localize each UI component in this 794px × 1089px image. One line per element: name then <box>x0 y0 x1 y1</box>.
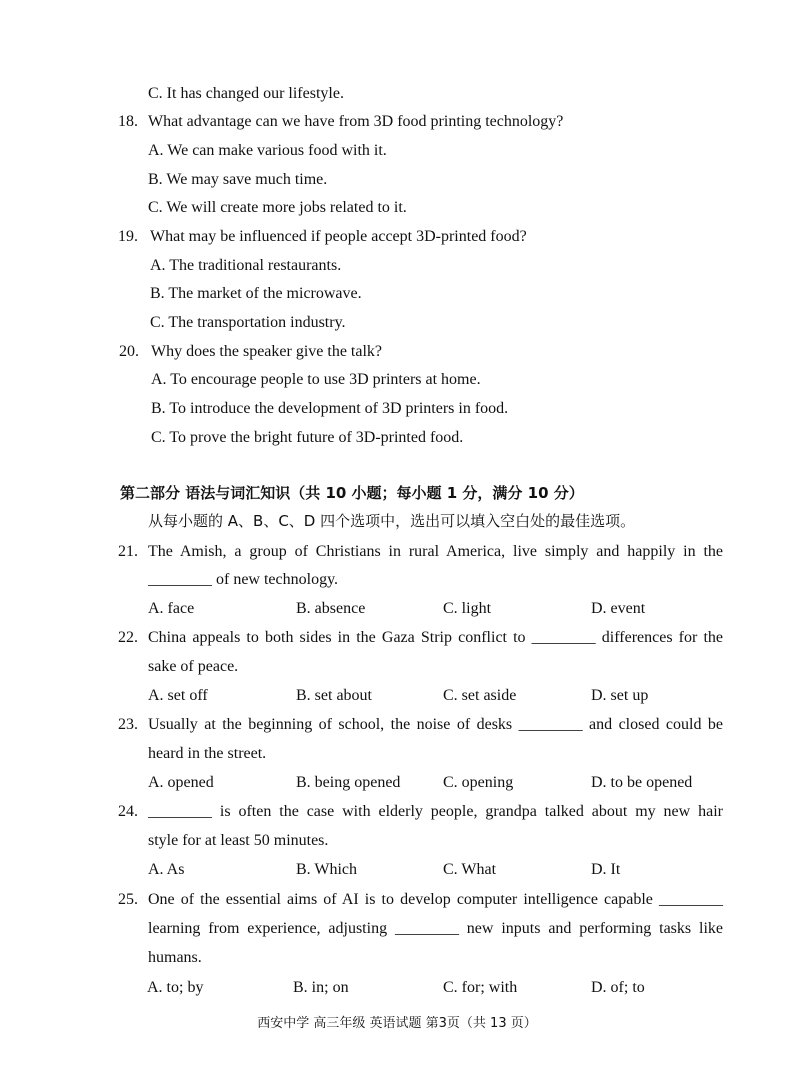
q21-stem-line2: ________ of new technology. <box>148 571 339 588</box>
q25-option-b: B. in; on <box>293 979 349 996</box>
q19-option-c: C. The transportation industry. <box>150 314 346 331</box>
q20-stem: Why does the speaker give the talk? <box>151 343 383 360</box>
q19-option-a: A. The traditional restaurants. <box>150 257 342 274</box>
q19-stem: What may be influenced if people accept 3D-printed food? <box>150 228 527 245</box>
q24-stem-line1: ________ is often the case with elderly people, grandpa talked about my new hair <box>148 803 723 820</box>
q20-number: 20. <box>119 343 139 360</box>
q25-stem-line3: humans. <box>148 949 202 966</box>
q20-option-c: C. To prove the bright future of 3D-printed food. <box>151 429 464 446</box>
q18-number: 18. <box>118 113 138 130</box>
q23-stem-line1: Usually at the beginning of school, the noise of desks ________ and closed could be <box>148 716 723 733</box>
q25-stem-line1: One of the essential aims of AI is to develop computer intelligence capable ________ <box>148 891 723 908</box>
q23-option-a: A. opened <box>148 774 214 791</box>
q22-option-c: C. set aside <box>443 687 517 704</box>
q19-number: 19. <box>118 228 138 245</box>
q21-number: 21. <box>118 543 138 560</box>
q20-option-a: A. To encourage people to use 3D printers at home. <box>151 371 481 388</box>
q22-option-a: A. set off <box>148 687 208 704</box>
q23-stem-line2: heard in the street. <box>148 745 267 762</box>
q25-option-d: D. of; to <box>591 979 645 996</box>
q20-option-b: B. To introduce the development of 3D printers in food. <box>151 400 509 417</box>
part2-instruction: 从每小题的 A、B、C、D 四个选项中，选出可以填入空白处的最佳选项。 <box>148 512 636 530</box>
part2-heading: 第二部分 语法与词汇知识（共 10 小题；每小题 1 分，满分 10 分） <box>120 484 584 502</box>
q25-stem-line2: learning from experience, adjusting ________ new inputs and performing tasks like <box>148 920 723 937</box>
q25-option-c: C. for; with <box>443 979 518 996</box>
page-footer: 西安中学 高三年级 英语试题 第3页（共 13 页） <box>257 1016 537 1031</box>
q21-option-b: B. absence <box>296 600 366 617</box>
q18-option-c: C. We will create more jobs related to it. <box>148 199 407 216</box>
q17-option-c: C. It has changed our lifestyle. <box>148 85 344 102</box>
q22-stem-line1: China appeals to both sides in the Gaza Strip conflict to ________ differences for the <box>148 629 723 646</box>
q23-option-c: C. opening <box>443 774 514 791</box>
q24-stem-line2: style for at least 50 minutes. <box>148 832 329 849</box>
q23-option-b: B. being opened <box>296 774 401 791</box>
q24-number: 24. <box>118 803 138 820</box>
q24-option-b: B. Which <box>296 861 358 878</box>
q23-option-d: D. to be opened <box>591 774 693 791</box>
q24-option-d: D. It <box>591 861 621 878</box>
q21-stem-line1: The Amish, a group of Christians in rural America, live simply and happily in the <box>148 543 723 560</box>
q18-option-b: B. We may save much time. <box>148 171 328 188</box>
q22-number: 22. <box>118 629 138 646</box>
q21-option-d: D. event <box>591 600 646 617</box>
q18-stem: What advantage can we have from 3D food printing technology? <box>148 113 564 130</box>
q22-option-d: D. set up <box>591 687 649 704</box>
q22-stem-line2: sake of peace. <box>148 658 239 675</box>
q25-option-a: A. to; by <box>147 979 204 996</box>
q25-number: 25. <box>118 891 138 908</box>
q22-option-b: B. set about <box>296 687 372 704</box>
q24-option-a: A. As <box>148 861 185 878</box>
q21-option-a: A. face <box>148 600 195 617</box>
q23-number: 23. <box>118 716 138 733</box>
q18-option-a: A. We can make various food with it. <box>148 142 387 159</box>
q21-option-c: C. light <box>443 600 492 617</box>
q19-option-b: B. The market of the microwave. <box>150 285 362 302</box>
q24-option-c: C. What <box>443 861 497 878</box>
